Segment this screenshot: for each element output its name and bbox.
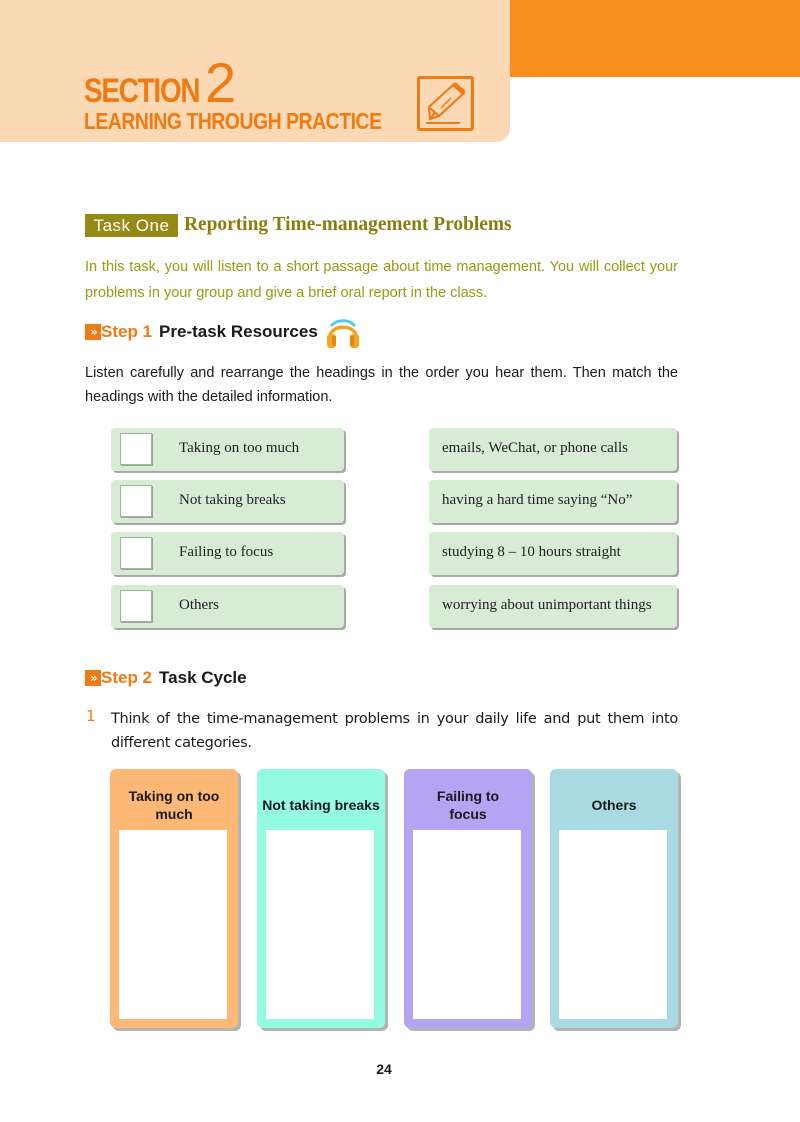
heading-box (111, 585, 344, 628)
category-title: Not taking breaks (262, 797, 380, 813)
category-title: Taking on too much (128, 788, 220, 822)
heading-label: Failing to focus (179, 544, 274, 560)
section-word: SECTION (84, 72, 200, 110)
category-answer-area[interactable] (413, 830, 521, 1019)
step2-heading (85, 668, 247, 690)
category-answer-area[interactable] (119, 830, 227, 1019)
heading-label: Others (179, 597, 219, 613)
order-answer-box[interactable] (120, 485, 152, 517)
section-number: 2 (205, 51, 237, 114)
heading-box (111, 532, 344, 575)
detail-label: studying 8 – 10 hours straight (442, 544, 621, 560)
heading-box (111, 480, 344, 523)
task-badge: Task One (85, 214, 178, 237)
detail-label: emails, WeChat, or phone calls (442, 440, 628, 456)
order-answer-box[interactable] (120, 590, 152, 622)
headphones-icon (325, 316, 361, 355)
order-answer-box[interactable] (120, 433, 152, 465)
task-intro: In this task, you will listen to a short passage about time management. You will collect your problems in your group and give a brief oral report in the class. (85, 259, 678, 301)
step1-title: Pre-task Resources (159, 322, 318, 341)
detail-box (429, 532, 677, 575)
category-card (550, 769, 678, 1028)
step1-heading (85, 322, 318, 344)
page-number: 24 (376, 1061, 392, 1077)
task-title: Reporting Time-management Problems (184, 213, 512, 235)
category-card (404, 769, 532, 1028)
detail-box (429, 480, 677, 523)
heading-box (111, 428, 344, 471)
detail-box (429, 585, 677, 628)
category-title: Failing to focus (436, 788, 500, 822)
category-title: Others (591, 797, 637, 813)
detail-label: worrying about unimportant things (442, 597, 652, 613)
step2-title: Task Cycle (159, 668, 247, 687)
chevron-icon: » (85, 324, 101, 340)
question-text: Think of the time-management problems in your daily life and put them into different categories. (111, 711, 678, 751)
detail-label: having a hard time saying “No” (442, 492, 633, 508)
order-answer-box[interactable] (120, 537, 152, 569)
heading-label: Not taking breaks (179, 492, 286, 508)
chevron-icon: » (85, 670, 101, 686)
detail-box (429, 428, 677, 471)
category-answer-area[interactable] (266, 830, 374, 1019)
section-subtitle: LEARNING THROUGH PRACTICE (84, 108, 382, 134)
pen-icon (417, 76, 474, 131)
header-orange-block (510, 0, 800, 77)
category-answer-area[interactable] (559, 830, 667, 1019)
question-number: 1 (86, 707, 96, 725)
category-card (110, 769, 238, 1028)
heading-label: Taking on too much (179, 440, 300, 456)
step1-instructions: Listen carefully and rearrange the headings in the order you hear them. Then match the headings with the detailed information. (85, 365, 678, 405)
category-card (257, 769, 385, 1028)
step1-label: Step 1 (101, 322, 153, 341)
step2-label: Step 2 (101, 668, 153, 687)
